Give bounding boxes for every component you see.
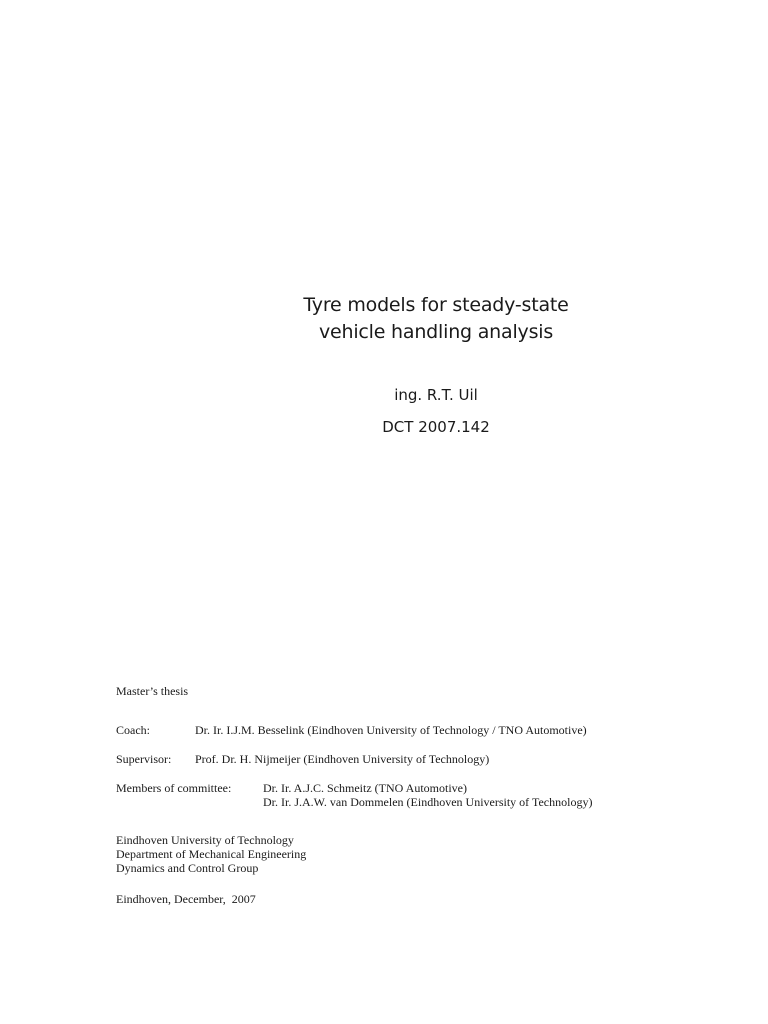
- coach-name: Dr. Ir. I.J.M. Besselink (Eindhoven University of Technology / TNO Automotive): [195, 723, 587, 737]
- university-name: Eindhoven University of Technology: [116, 833, 294, 847]
- coach-label: Coach:: [116, 723, 150, 737]
- department-name: Department of Mechanical Engineering: [116, 847, 307, 861]
- institution-block: [116, 833, 306, 875]
- supervisor-name: Prof. Dr. H. Nijmeijer (Eindhoven University of Technology): [195, 752, 490, 766]
- group-name: Dynamics and Control Group: [116, 861, 259, 875]
- place-date: Eindhoven, December, 2007: [116, 892, 256, 906]
- committee-members: [263, 781, 592, 809]
- supervisor-label: Supervisor:: [116, 752, 172, 766]
- thesis-title: [256, 292, 616, 346]
- committee-member: Dr. Ir. A.J.C. Schmeitz (TNO Automotive): [263, 781, 467, 795]
- author-name: ing. R.T. Uil: [394, 386, 478, 404]
- committee-member: Dr. Ir. J.A.W. van Dommelen (Eindhoven University of Technology): [263, 795, 593, 809]
- report-number: DCT 2007.142: [382, 418, 490, 436]
- committee-label: Members of committee:: [116, 781, 232, 795]
- title-line-1: Tyre models for steady-state: [303, 294, 569, 316]
- title-line-2: vehicle handling analysis: [318, 321, 554, 343]
- thesis-type: Master’s thesis: [116, 684, 189, 698]
